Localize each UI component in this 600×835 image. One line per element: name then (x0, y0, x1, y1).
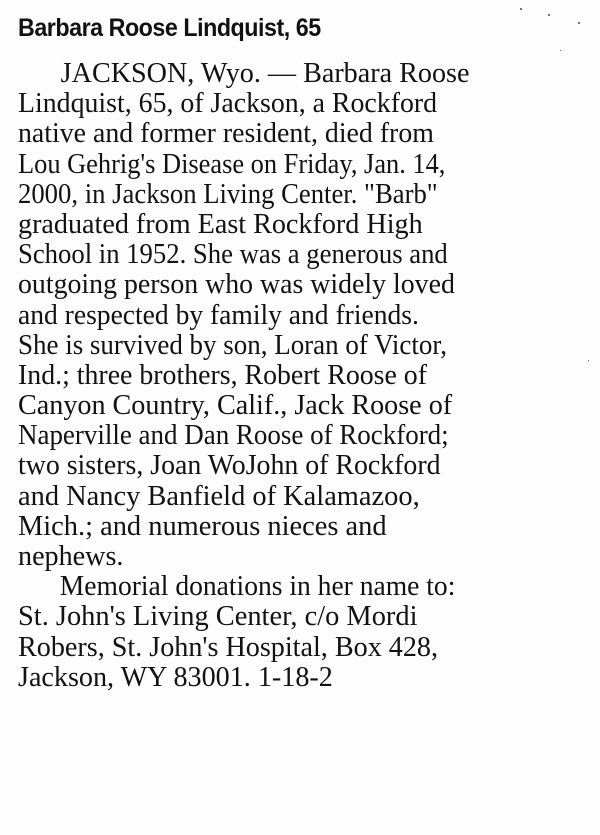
body-line: School in 1952. She was a generous and (18, 238, 448, 271)
body-line: Memorial donations in her name to: (59, 570, 456, 603)
obituary-body (18, 58, 593, 692)
body-line: native and former resident, died from (18, 117, 434, 150)
body-line: Lindquist, 65, of Jackson, a Rockford (18, 87, 438, 120)
print-speck (560, 50, 561, 51)
body-line: Jackson, WY 83001. 1-18-2 (18, 660, 333, 693)
body-line: outgoing person who was widely loved (18, 268, 455, 301)
body-line: St. John's Living Center, c/o Mordi (18, 600, 418, 633)
print-speck (548, 14, 550, 16)
body-line: two sisters, Joan WoJohn of Rockford (18, 449, 441, 482)
body-line: Lou Gehrig's Disease on Friday, Jan. 14, (18, 147, 446, 180)
body-line: 2000, in Jackson Living Center. "Barb" (18, 177, 438, 210)
body-line: and Nancy Banfield of Kalamazoo, (18, 479, 420, 512)
body-line: Ind.; three brothers, Robert Roose of (18, 358, 428, 391)
body-line: She is survived by son, Loran of Victor, (18, 328, 448, 361)
obituary-headline: Barbara Roose Lindquist, 65 (18, 14, 321, 42)
body-line: Canyon Country, Calif., Jack Roose of (18, 389, 453, 422)
body-line: Mich.; and numerous nieces and (18, 509, 387, 542)
body-line: graduated from East Rockford High (18, 207, 423, 240)
print-speck (520, 8, 522, 10)
body-line: JACKSON, Wyo. — Barbara Roose (60, 57, 470, 89)
body-line: and respected by family and friends. (18, 298, 419, 331)
body-line: Naperville and Dan Roose of Rockford; (18, 419, 449, 452)
print-speck (578, 22, 580, 24)
body-line: nephews. (18, 540, 124, 572)
print-speck (588, 360, 589, 361)
body-line: Robers, St. John's Hospital, Box 428, (18, 630, 439, 663)
